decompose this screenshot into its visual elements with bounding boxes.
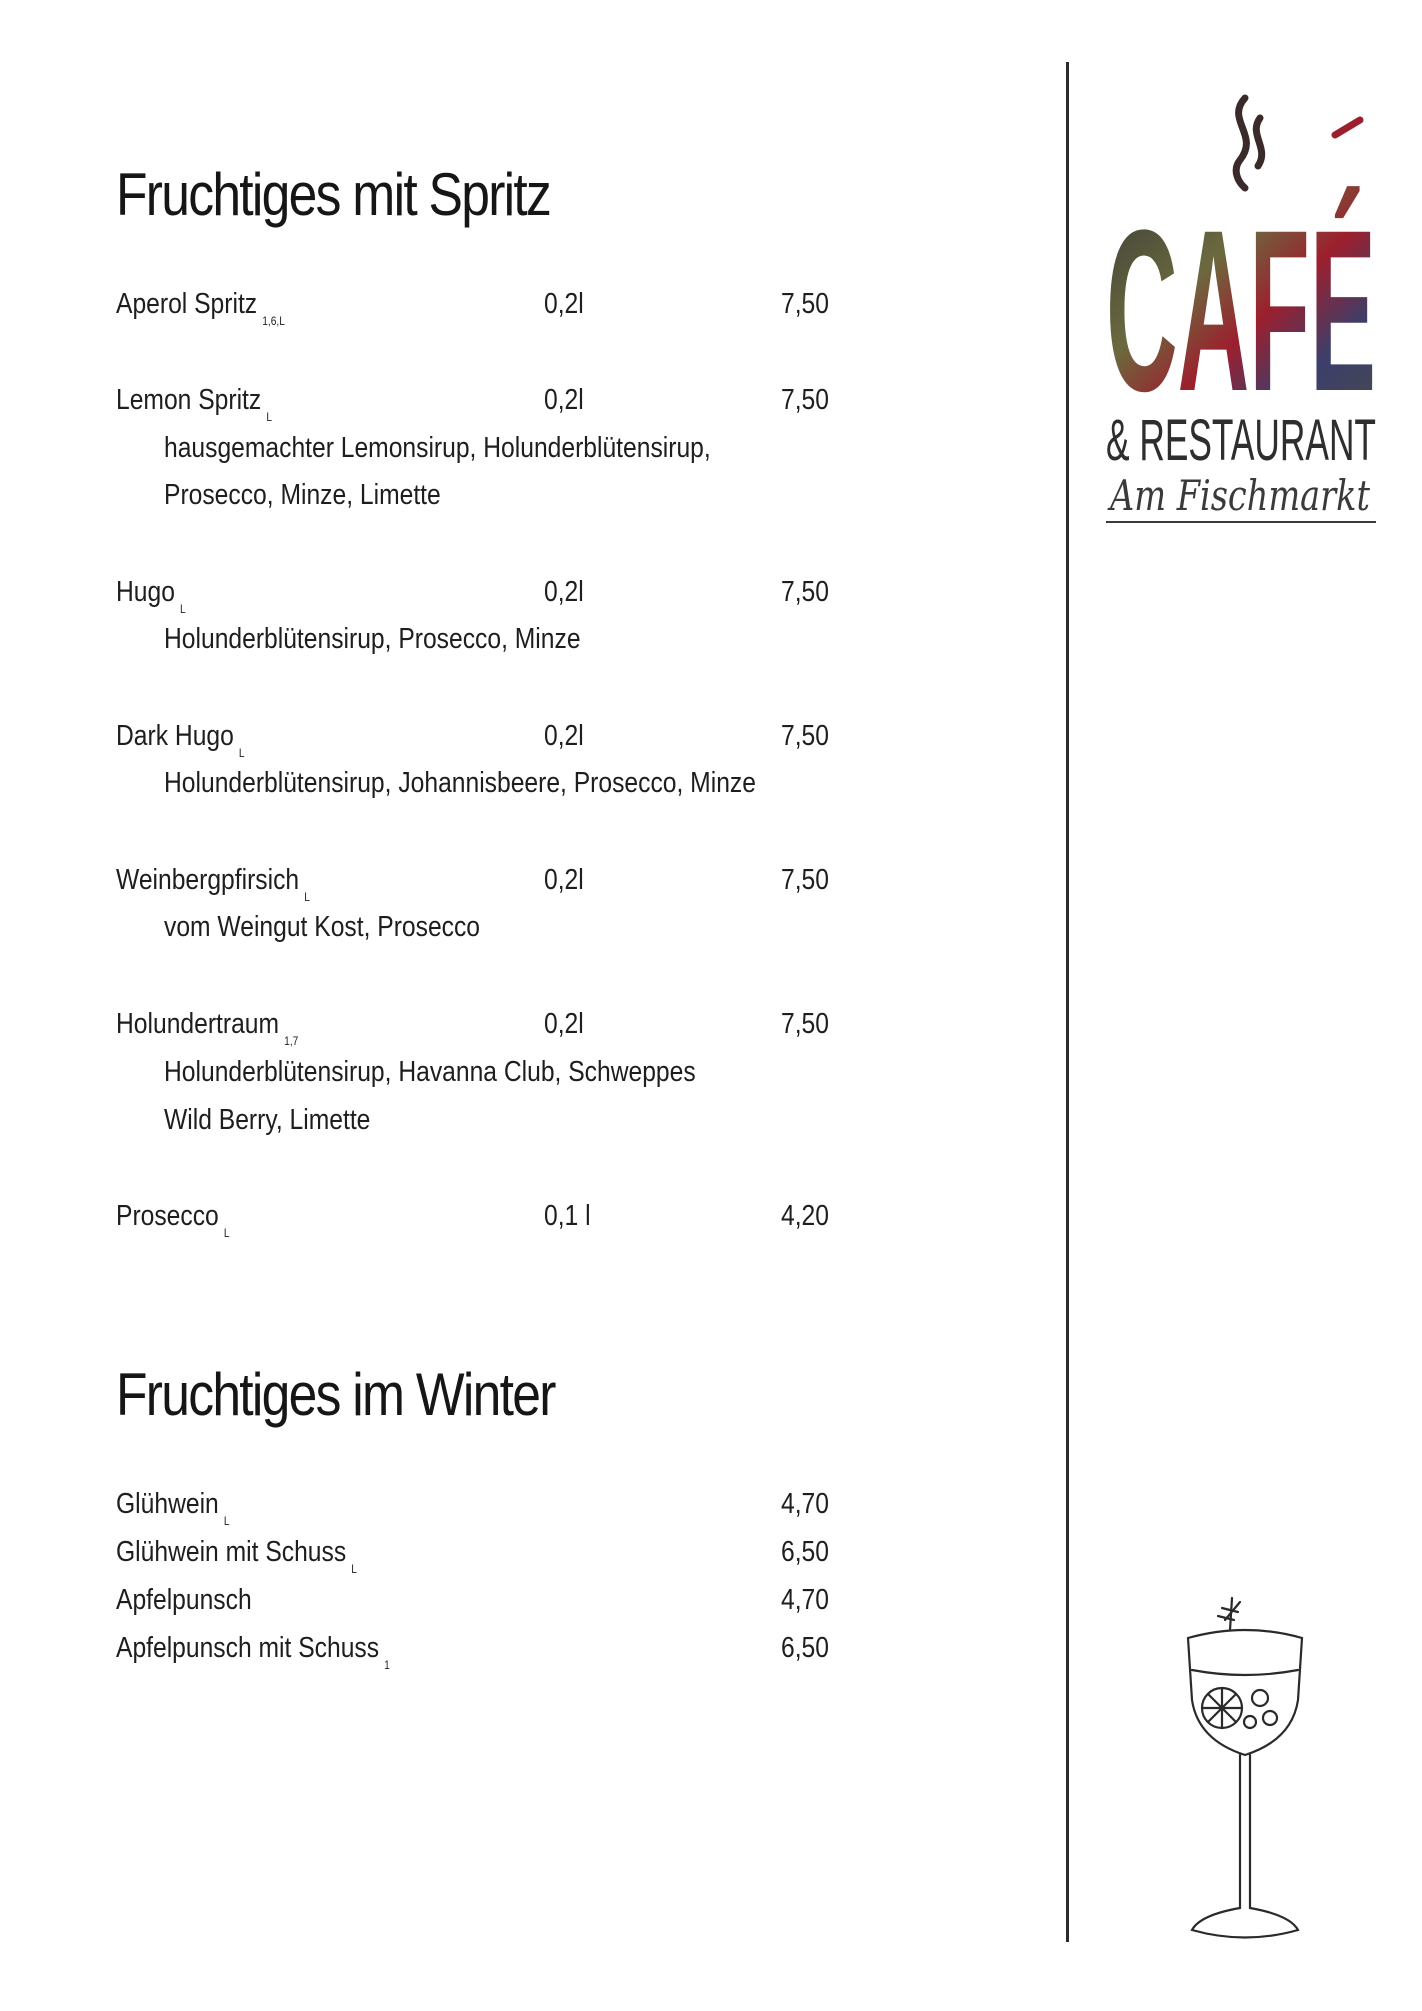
item-price: 7,50 (781, 288, 829, 320)
ice-cube (1244, 1716, 1256, 1728)
allergen-codes: 1,6,L (262, 314, 285, 328)
citrus-segments (1202, 1688, 1242, 1728)
item-price: 4,70 (781, 1584, 829, 1616)
item-name: Prosecco (116, 1200, 219, 1232)
item-description: Holunderblütensirup, Havanna Club, Schweppes (164, 1056, 696, 1088)
allergen-codes: 1 (384, 1658, 390, 1672)
item-price: 4,70 (781, 1488, 829, 1520)
menu-item-weinbergpfirsich (0, 864, 1050, 904)
item-description: Prosecco, Minze, Limette (164, 479, 441, 511)
item-name: Holundertraum (116, 1008, 280, 1040)
item-volume: 0,2l (544, 864, 584, 896)
menu-item-lemon-spritz (0, 384, 1050, 424)
item-price: 7,50 (781, 720, 829, 752)
allergen-codes: L (266, 410, 273, 424)
item-name: Apfelpunsch (116, 1584, 252, 1616)
item-volume: 0,2l (544, 576, 584, 608)
menu-item-apfelpunsch-mit-schuss (0, 1632, 1050, 1672)
allergen-codes: L (351, 1562, 357, 1576)
item-price: 7,50 (781, 384, 829, 416)
item-name: Dark Hugo (116, 720, 234, 752)
item-price: 7,50 (781, 576, 829, 608)
allergen-codes: L (304, 890, 310, 904)
logo-line3: Am Fischmarkt (1106, 471, 1371, 520)
item-name: Lemon Spritz (116, 384, 262, 416)
allergen-codes: L (223, 1226, 230, 1240)
item-name: Glühwein (116, 1488, 219, 1520)
vertical-divider (1066, 62, 1069, 1942)
restaurant-logo (1100, 90, 1390, 550)
allergen-codes: 1,7 (284, 1034, 299, 1048)
logo-line2: & RESTAURANT (1106, 408, 1376, 473)
herb-sprig (1218, 1598, 1240, 1630)
allergen-codes: L (180, 602, 186, 616)
menu-item-aperol-spritz (0, 288, 1050, 328)
allergen-codes: L (238, 746, 245, 760)
menu-item-gluehwein-mit-schuss (0, 1536, 1050, 1576)
item-description: Wild Berry, Limette (164, 1104, 371, 1136)
item-price: 4,20 (781, 1200, 829, 1232)
item-description: hausgemachter Lemonsirup, Holunderblütensirup, (164, 432, 711, 464)
ice-cube (1263, 1711, 1277, 1725)
menu-item-dark-hugo (0, 720, 1050, 760)
section-title-winter: Fruchtiges im Winter (116, 1361, 555, 1428)
item-volume: 0,2l (544, 1008, 584, 1040)
item-volume: 0,2l (544, 720, 584, 752)
item-name: Weinbergpfirsich (116, 864, 300, 896)
item-volume: 0,2l (544, 384, 584, 416)
cocktail-glass-icon (1170, 1590, 1320, 1950)
item-volume: 0,1 l (544, 1200, 591, 1232)
coffee-steam-icon (1236, 98, 1262, 188)
allergen-codes: L (223, 1514, 230, 1528)
item-description: vom Weingut Kost, Prosecco (164, 911, 481, 943)
glass-stem (1240, 1755, 1250, 1908)
glass-bowl (1188, 1630, 1302, 1755)
item-name: Aperol Spritz (116, 288, 258, 320)
menu-item-apfelpunsch (0, 1584, 1050, 1624)
menu-item-gluehwein (0, 1488, 1050, 1528)
accent-mark (1335, 120, 1360, 135)
item-price: 7,50 (781, 1008, 829, 1040)
item-name: Apfelpunsch mit Schuss (116, 1632, 380, 1664)
glass-foot (1192, 1908, 1298, 1938)
menu-item-holundertraum (0, 1008, 1050, 1048)
menu-item-prosecco (0, 1200, 1050, 1240)
logo-word: CAFÉ (1106, 182, 1376, 439)
item-volume: 0,2l (544, 288, 584, 320)
item-description: Holunderblütensirup, Prosecco, Minze (164, 623, 581, 655)
liquid-line (1192, 1670, 1298, 1675)
section-title-spritz: Fruchtiges mit Spritz (116, 161, 551, 228)
item-name: Glühwein mit Schuss (116, 1536, 347, 1568)
item-name: Hugo (116, 576, 175, 608)
menu-item-hugo (0, 576, 1050, 616)
item-description: Holunderblütensirup, Johannisbeere, Prosecco, Minze (164, 767, 756, 799)
item-price: 6,50 (781, 1536, 829, 1568)
item-price: 7,50 (781, 864, 829, 896)
item-price: 6,50 (781, 1632, 829, 1664)
ice-cube (1252, 1690, 1268, 1706)
